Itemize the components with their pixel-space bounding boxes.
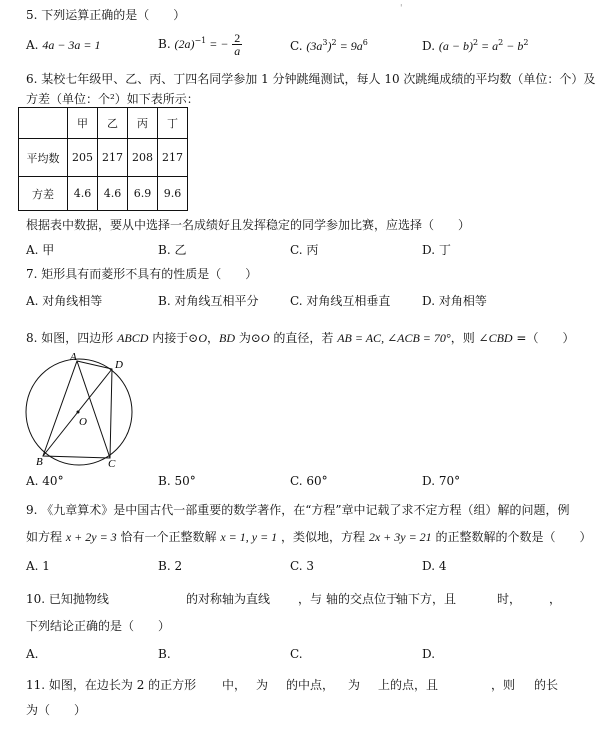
q7-stem: 7. 矩形具有而菱形不具有的性质是（ ）	[26, 267, 258, 281]
table-header-row	[19, 108, 188, 139]
point-label-b: B	[36, 456, 43, 468]
table-cell: 208	[128, 139, 158, 177]
q8-circle-figure	[20, 352, 140, 472]
q5-option-c: C. $(3a^3)^2 = 9a^6$	[290, 38, 368, 53]
point-label-d: D	[115, 359, 123, 371]
q7-option-a: A. 对角线相等	[26, 294, 103, 308]
table-cell: 平均数	[19, 139, 68, 177]
q8-option-d: D. 70°	[422, 474, 461, 488]
q5-option-b: B. $(2a)^{-1}$ = − $\frac{2}{a}$	[158, 31, 241, 58]
q11-line1-part1: 11. 如图，在边长为 2 的正方形	[26, 678, 197, 692]
q10-line1-part3: ，与	[298, 592, 323, 606]
q7-option-d: D. 对角相等	[422, 294, 487, 308]
q6-tail: 根据表中数据，要从中选择一名成绩好且发挥稳定的同学参加比赛，应选择（ ）	[26, 218, 471, 232]
q10-option-a: A.	[26, 647, 39, 661]
point-label-o: O	[79, 416, 87, 428]
q6-stem-line2: 方差（单位：个²）如下表所示：	[26, 92, 199, 106]
q10-option-d: D.	[422, 647, 436, 661]
q9-option-c: C. 3	[290, 559, 315, 573]
q11-line1-part5: 为	[348, 678, 361, 692]
table-cell: 方差	[19, 177, 68, 211]
q9-option-b: B. 2	[158, 559, 183, 573]
q10-line1-part5: 轴下方，且	[396, 592, 457, 606]
point-label-a: A	[70, 351, 77, 363]
table-cell: 205	[68, 139, 98, 177]
q6-option-d: D. 丁	[422, 243, 451, 257]
table-cell: 217	[158, 139, 188, 177]
q9-option-d: D. 4	[422, 559, 447, 573]
table-row	[19, 139, 188, 177]
table-cell: 乙	[98, 108, 128, 139]
q6-option-c: C. 丙	[290, 243, 319, 257]
q10-line1-part2: 的对称轴为直线	[186, 592, 271, 606]
q8-stem: 8. 如图，四边形 ABCD 内接于⊙O，BD 为⊙O 的直径，若 AB = AC, ∠ACB = 70°，则 ∠CBD =（ ）	[26, 331, 575, 345]
q8-option-b: B. 50°	[158, 474, 196, 488]
q9-line1: 9. 《九章算术》是中国古代一部重要的数学著作，在“方程”章中记载了求不定方程（组）解的问题，例	[26, 503, 570, 517]
table-cell: 丙	[128, 108, 158, 139]
q11-line1-part7: ，则	[491, 678, 516, 692]
q8-option-a: A. 40°	[26, 474, 64, 488]
point-label-c: C	[108, 458, 116, 470]
table-cell: 9.6	[158, 177, 188, 211]
table-cell: 4.6	[98, 177, 128, 211]
q7-option-c: C. 对角线互相垂直	[290, 294, 391, 308]
table-cell: 丁	[158, 108, 188, 139]
table-cell: 6.9	[128, 177, 158, 211]
q6-table	[18, 107, 188, 211]
table-cell: 甲	[68, 108, 98, 139]
center-point	[77, 411, 80, 414]
q10-line1-part6: 时，	[497, 592, 522, 606]
q9-option-a: A. 1	[26, 559, 50, 573]
q6-option-a: A. 甲	[26, 243, 55, 257]
q11-line1-part4: 的中点，	[286, 678, 335, 692]
table-cell: 217	[98, 139, 128, 177]
q11-line1-part2: 中，	[222, 678, 247, 692]
stray-mark: '	[400, 4, 403, 14]
q10-option-b: B.	[158, 647, 171, 661]
q10-line2: 下列结论正确的是（ ）	[26, 619, 171, 633]
q6-stem-line1: 6. 某校七年级甲、乙、丙、丁四名同学参加 1 分钟跳绳测试，每人 10 次跳绳成绩的平均数（单位：个）及	[26, 72, 595, 86]
q10-option-c: C.	[290, 647, 303, 661]
q5-option-a: A. 4a − 3a = 1	[26, 38, 101, 52]
q8-option-c: C. 60°	[290, 474, 328, 488]
table-cell	[19, 108, 68, 139]
q11-line1-part8: 的长	[534, 678, 559, 692]
q7-option-b: B. 对角线互相平分	[158, 294, 259, 308]
q9-line2: 如方程 x + 2y = 3 恰有一个正整数解 x = 1, y = 1 ，类似地，方程 2x + 3y = 21 的正整数解的个数是（ ）	[26, 530, 592, 544]
q11-line1-part6: 上的点，且	[378, 678, 439, 692]
q10-line1-part4: 轴的交点位于	[326, 592, 399, 606]
q11-line2: 为（ ）	[26, 703, 87, 717]
q11-line1-part3: 为	[256, 678, 269, 692]
segment-ac	[77, 361, 110, 458]
table-row	[19, 177, 188, 211]
q10-line1-part1: 10. 已知抛物线	[26, 592, 109, 606]
table-cell: 4.6	[68, 177, 98, 211]
q6-option-b: B. 乙	[158, 243, 187, 257]
q5-option-d: D. $(a - b)^2 = a^2 - b^2$	[422, 38, 529, 53]
q5-stem: 5. 下列运算正确的是（ ）	[26, 8, 186, 22]
q10-line1-part7: ，	[549, 592, 562, 606]
